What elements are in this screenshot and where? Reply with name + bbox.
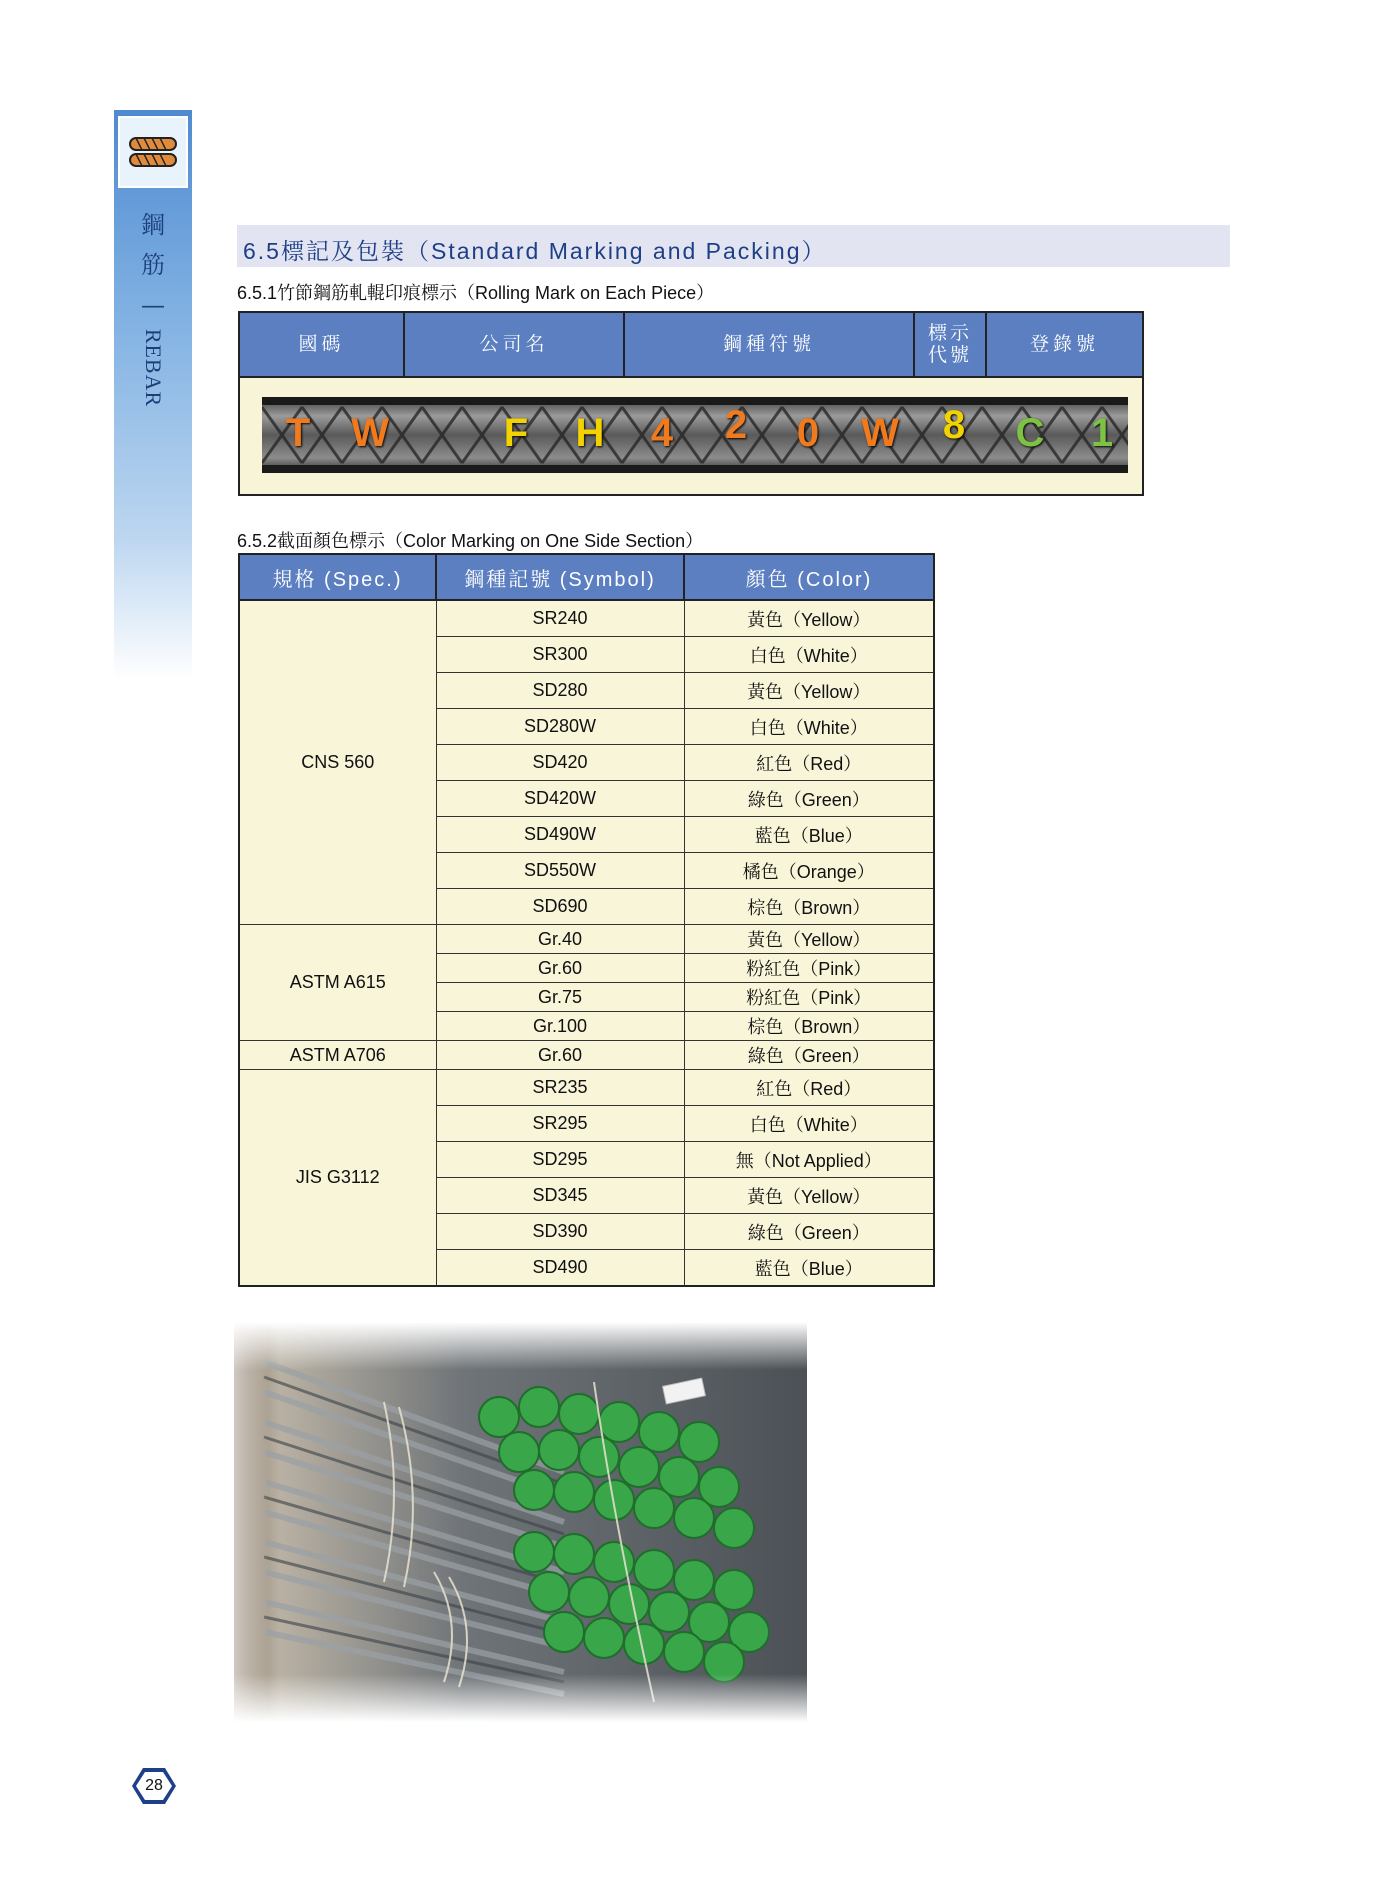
- mark-char-4: 4: [650, 411, 674, 455]
- symbol-cell: SR240: [436, 600, 684, 637]
- color-cell: 綠色（Green）: [684, 1041, 934, 1070]
- table-row: [239, 1041, 934, 1070]
- mark-char-c: C: [1015, 411, 1045, 455]
- rolling-mark-subtitle: 6.5.1竹節鋼筋軋輥印痕標示（Rolling Mark on Each Piece）: [237, 283, 715, 303]
- mark-char-w2: W: [861, 411, 899, 455]
- symbol-cell: Gr.60: [436, 954, 684, 983]
- header-symbol: 鋼種記號 (Symbol): [436, 554, 684, 600]
- symbol-cell: SD345: [436, 1178, 684, 1214]
- header-steel-symbol: 鋼種符號: [625, 313, 915, 376]
- color-cell: 藍色（Blue）: [684, 1250, 934, 1287]
- rebar-bundle-photo: [234, 1322, 807, 1722]
- sidebar-title-en: REBAR: [141, 328, 166, 408]
- color-cell: 白色（White）: [684, 1106, 934, 1142]
- color-cell: 黃色（Yellow）: [684, 600, 934, 637]
- spec-cell: ASTM A706: [239, 1041, 436, 1070]
- symbol-cell: SR295: [436, 1106, 684, 1142]
- symbol-cell: SR300: [436, 637, 684, 673]
- symbol-cell: SD420: [436, 745, 684, 781]
- symbol-cell: SR235: [436, 1070, 684, 1106]
- color-marking-table: [238, 553, 935, 1287]
- symbol-cell: SD690: [436, 889, 684, 925]
- color-cell: 白色（White）: [684, 709, 934, 745]
- color-cell: 黃色（Yellow）: [684, 925, 934, 954]
- mark-char-f: F: [503, 411, 529, 455]
- symbol-cell: SD280W: [436, 709, 684, 745]
- color-cell: 綠色（Green）: [684, 781, 934, 817]
- header-color: 顏色 (Color): [684, 554, 934, 600]
- spec-cell: ASTM A615: [239, 925, 436, 1041]
- mark-char-0: 0: [796, 411, 820, 455]
- symbol-cell: SD550W: [436, 853, 684, 889]
- mark-char-h: H: [575, 411, 605, 455]
- spec-cell: CNS 560: [239, 600, 436, 925]
- section-title: 6.5標記及包裝（Standard Marking and Packing）: [243, 238, 827, 264]
- mark-char-t: T: [285, 411, 311, 455]
- rolling-mark-header-row: [240, 313, 1142, 378]
- mark-char-w: W: [351, 411, 389, 455]
- color-cell: 無（Not Applied）: [684, 1142, 934, 1178]
- mark-char-1: 1: [1090, 411, 1114, 455]
- table-row: [239, 600, 934, 637]
- color-cell: 綠色（Green）: [684, 1214, 934, 1250]
- table-row: [239, 1070, 934, 1106]
- color-cell: 紅色（Red）: [684, 745, 934, 781]
- rebar-rolling-mark-image: [262, 397, 1128, 473]
- color-cell: 紅色（Red）: [684, 1070, 934, 1106]
- table-row: [239, 925, 934, 954]
- color-cell: 橘色（Orange）: [684, 853, 934, 889]
- symbol-cell: Gr.100: [436, 1012, 684, 1041]
- symbol-cell: SD420W: [436, 781, 684, 817]
- color-cell: 黃色（Yellow）: [684, 673, 934, 709]
- symbol-cell: Gr.40: [436, 925, 684, 954]
- symbol-cell: SD295: [436, 1142, 684, 1178]
- symbol-cell: SD490: [436, 1250, 684, 1287]
- header-mark-code: 標示 代號: [915, 313, 987, 376]
- color-cell: 粉紅色（Pink）: [684, 954, 934, 983]
- mark-char-2: 2: [724, 403, 748, 447]
- page-number: 28: [145, 1777, 163, 1794]
- symbol-cell: SD490W: [436, 817, 684, 853]
- symbol-cell: Gr.75: [436, 983, 684, 1012]
- rolling-mark-table: [238, 311, 1144, 496]
- color-cell: 白色（White）: [684, 637, 934, 673]
- color-cell: 粉紅色（Pink）: [684, 983, 934, 1012]
- color-cell: 藍色（Blue）: [684, 817, 934, 853]
- header-spec: 規格 (Spec.): [239, 554, 436, 600]
- symbol-cell: Gr.60: [436, 1041, 684, 1070]
- rebar-logo: [118, 116, 188, 188]
- symbol-cell: SD390: [436, 1214, 684, 1250]
- symbol-cell: SD280: [436, 673, 684, 709]
- page-number-badge: [131, 1766, 177, 1806]
- mark-char-8: 8: [942, 403, 966, 447]
- color-cell: 黃色（Yellow）: [684, 1178, 934, 1214]
- spec-cell: JIS G3112: [239, 1070, 436, 1287]
- header-registration-no: 登錄號: [1029, 333, 1099, 355]
- header-country-code: 國碼: [240, 313, 405, 376]
- sidebar-title-zh: 鋼 筋 —: [141, 211, 165, 319]
- color-marking-subtitle: 6.5.2截面顏色標示（Color Marking on One Side Section）: [237, 531, 704, 551]
- color-cell: 棕色（Brown）: [684, 1012, 934, 1041]
- header-company-name: 公司名: [405, 313, 625, 376]
- color-cell: 棕色（Brown）: [684, 889, 934, 925]
- color-table-header-row: [239, 554, 934, 600]
